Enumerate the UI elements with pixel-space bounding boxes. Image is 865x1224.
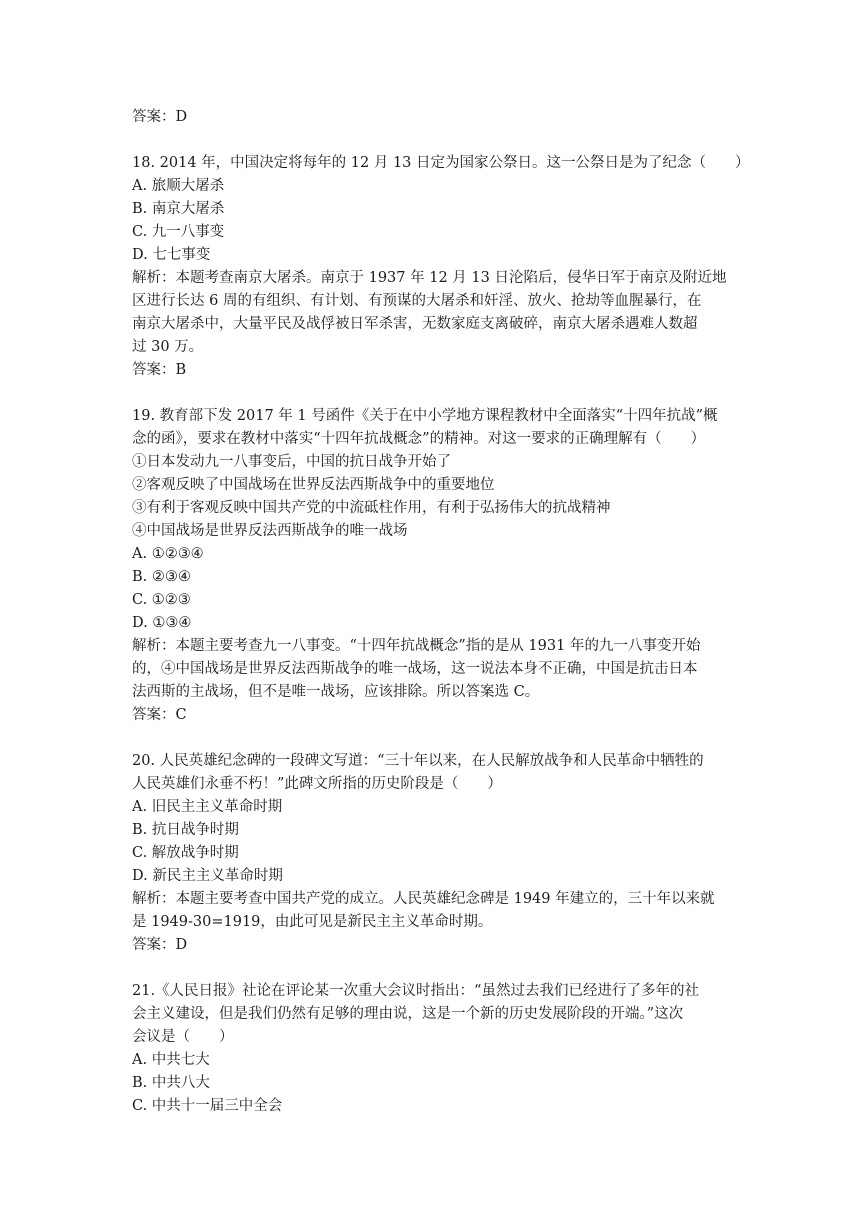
option-c: C. 解放战争时期 [132, 845, 239, 861]
option-c: C. 九一八事变 [132, 224, 225, 240]
option-d: D. 新民主主义革命时期 [132, 868, 283, 884]
answer-17: 答案：D [132, 109, 188, 125]
statement-3: ③有利于客观反映中国共产党的中流砥柱作用，有利于弘扬伟大的抗战精神 [132, 500, 611, 516]
question-19 [132, 405, 732, 727]
question-stem: 18. 2014 年，中国决定将每年的 12 月 13 日定为国家公祭日。这一公祭日是为了纪念（ ） [132, 155, 750, 171]
analysis-line: 过 30 万。 [132, 339, 204, 355]
option-c: C. 中共十一届三中全会 [132, 1098, 283, 1114]
question-21 [132, 980, 732, 1118]
analysis-line: 区进行长达 6 周的有组织、有计划、有预谋的大屠杀和奸淫、放火、抢劫等血腥暴行，在 [132, 293, 702, 309]
spacer [132, 382, 732, 405]
spacer [132, 727, 732, 750]
question-stem: 21.《人民日报》社论在评论某一次重大会议时指出：“虽然过去我们已经进行了多年的社 [132, 983, 699, 999]
option-a: A. 旅顺大屠杀 [132, 178, 225, 194]
option-b: B. ②③④ [132, 569, 191, 585]
statement-4: ④中国战场是世界反法西斯战争的唯一战场 [132, 523, 408, 539]
question-18 [132, 152, 750, 382]
option-b: B. 中共八大 [132, 1075, 210, 1091]
analysis-line: 法西斯的主战场，但不是唯一战场，应该排除。所以答案选 C。 [132, 684, 540, 700]
question-stem: 人民英雄们永垂不朽！”此碑文所指的历史阶段是（ ） [132, 776, 502, 792]
option-b: B. 抗日战争时期 [132, 822, 239, 838]
question-20 [132, 750, 732, 957]
statement-1: ①日本发动九一八事变后，中国的抗日战争开始了 [132, 454, 451, 470]
question-stem: 会主义建设，但是我们仍然有足够的理由说，这是一个新的历史发展阶段的开端。”这次 [132, 1006, 684, 1022]
question-stem: 会议是（ ） [132, 1029, 234, 1045]
spacer [132, 957, 732, 980]
option-a: A. ①②③④ [132, 546, 204, 562]
option-c: C. ①②③ [132, 592, 191, 608]
answer: 答案：B [132, 362, 187, 378]
document-page [132, 106, 750, 1118]
option-d: D. ①③④ [132, 615, 192, 631]
analysis-line: 解析：本题主要考查中国共产党的成立。人民英雄纪念碑是 1949 年建立的，三十年以来就 [132, 891, 715, 907]
statement-2: ②客观反映了中国战场在世界反法西斯战争中的重要地位 [132, 477, 495, 493]
option-a: A. 旧民主主义革命时期 [132, 799, 283, 815]
option-a: A. 中共七大 [132, 1052, 210, 1068]
question-stem: 19. 教育部下发 2017 年 1 号函件《关于在中小学地方课程教材中全面落实“十四年抗战”概 [132, 408, 718, 424]
question-stem: 20. 人民英雄纪念碑的一段碑文写道：“三十年以来，在人民解放战争和人民革命中牺牲的 [132, 753, 704, 769]
analysis-line: 解析：本题主要考查九一八事变。“十四年抗战概念”指的是从 1931 年的九一八事变开始 [132, 638, 701, 654]
analysis-line: 的，④中国战场是世界反法西斯战争的唯一战场，这一说法本身不正确，中国是抗击日本 [132, 661, 698, 677]
answer: 答案：C [132, 707, 187, 723]
option-b: B. 南京大屠杀 [132, 201, 225, 217]
option-d: D. 七七事变 [132, 247, 211, 263]
question-stem: 念的函》，要求在教材中落实“十四年抗战概念”的精神。对这一要求的正确理解有（ ） [132, 431, 706, 447]
analysis-line: 是 1949-30=1919，由此可见是新民主主义革命时期。 [132, 914, 493, 930]
answer: 答案：D [132, 937, 188, 953]
analysis-line: 南京大屠杀中，大量平民及战俘被日军杀害，无数家庭支离破碎，南京大屠杀遇难人数超 [132, 316, 698, 332]
spacer [132, 129, 732, 152]
analysis-line: 解析：本题考查南京大屠杀。南京于 1937 年 12 月 13 日沦陷后，侵华日军于南京及附近地 [132, 270, 727, 286]
